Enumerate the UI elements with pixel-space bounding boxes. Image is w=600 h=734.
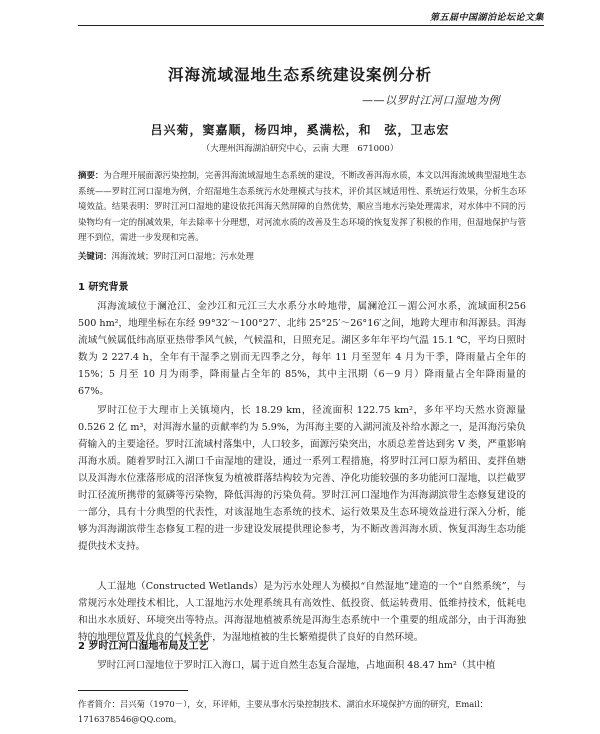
paper-subtitle: ——以罗时江河口湿地为例 xyxy=(362,94,500,107)
header-rule xyxy=(78,25,544,26)
footnote-rule xyxy=(78,690,188,691)
running-head: 第五届中国湖泊论坛论文集 xyxy=(429,13,544,23)
section-heading-2: 2 罗时江河口湿地布局及工艺 xyxy=(78,641,209,652)
paragraph-1-1: 洱海流域位于澜沧江、金沙江和元江三大水系分水岭地带，属澜沧江－湄公河水系，流域面积256 500 hm²，地理坐标在东经 99°32′～100°27′、北纬 25°25′～26°16′之间，地跨大理市和洱源县。洱海流域气候属低纬高原亚热带季风气候，气候温和，日照充足。湖区多年年平均气温 15.1 ℃，平均日照时数为 2 227.4 h，全年有干湿季之别而无四季之分，每年 11 月至翌年 4 月为干季，降雨量占全年的 15%；5 月至 10 月为雨季，降雨量占全年的 85%，其中主汛期（6－9 月）降雨量占全年降雨量的 67%。 xyxy=(78,301,526,397)
paragraph-2-1: 罗时江河口湿地位于罗时江入海口，属于近自然生态复合湿地，占地面积 48.47 hm²（其中植 xyxy=(97,660,496,671)
paragraph-1-3: 人工湿地（Constructed Wetlands）是为污水处理人为模拟“自然湿地”建造的一个“自然系统”，与常规污水处理技术相比，人工湿地污水处理系统具有高效性、低投资、低运转费用、低维持技术，低耗电和出水水质好、环境突出等特点。洱海湿地植被系统是洱海生态系统中一个重要的组成部分，由于洱海独特的地理位置及优良的气候条件，为湿地植被的生长繁殖提供了良好的自然环境。 xyxy=(78,581,526,643)
paper-title: 洱海流域湿地生态系统建设案例分析 xyxy=(167,66,432,84)
author-list: 吕兴菊，窦嘉顺，杨四坤，奚满松，和 弦，卫志宏 xyxy=(150,123,450,137)
section-heading-1: 1 研究背景 xyxy=(78,282,129,293)
author-footnote: 作者简介：吕兴菊（1970－），女，环评师，主要从事水污染控制技术、湖泊水环境保护方面的研究，Email：1716378546@QQ.com。 xyxy=(78,699,489,724)
abstract-label: 摘要： xyxy=(78,170,104,180)
keywords-label: 关键词： xyxy=(78,251,112,261)
keywords xyxy=(78,250,526,262)
abstract-text: 为合理开展面源污染控制，完善洱海流域湿地生态系统的建设，不断改善洱海水质，本文以洱海流域典型湿地生态系统——罗时江河口湿地为例，介绍湿地生态系统污水处理模式与技术，评价其区域适用性、系统运行效果，分析生态环境效益。结果表明：罗时江河口湿地的建设依托洱海天然屏障的自然优势，顺应当地水污染处理需求，对水体中不同的污染物均有一定的削减效果，年去除率十分理想，对河流水质的改善及生态环境的恢复发挥了积极的作用，但湿地保护与管理不到位，需进一步发现和完善。 xyxy=(78,170,527,243)
abstract xyxy=(78,168,526,246)
paragraph-1-2: 罗时江位于大理市上关镇境内，长 18.29 km，径流面积 122.75 km²，多年平均天然水资源量 0.526 2 亿 m³，对洱海水量的贡献率约为 5.9%，为洱海主要的入湖河流及补给水源之一，是洱海污染负荷输入的主要途径。罗时江流域村落集中，人口较多，面源污染突出，水质总差普达到劣 V 类，严重影响洱海水质。随着罗时江入湖口千亩湿地的建设，通过一系列工程措施，将罗时江河口原为稻田、麦拌鱼塘以及洱海水位涨落形成的沼泽恢复为植被群落结构较为完善、净化功能较强的多功能河口湿地，以拦截罗时江径流所携带的氮磷等污染物，降低洱海的污染负荷。罗时江河口湿地作为洱海湖滨带生态修复建设的一部分，具有十分典型的代表性，对该湿地生态系统的技术、运行效果及生态环境效益进行深入分析，能够为洱海湖滨带生态修复工程的进一步建设发展提供理论参考，为不断改善洱海水质、恢复洱海生态功能提供技术支持。 xyxy=(78,405,526,552)
affiliation: （大理州洱海湖泊研究中心，云南 大理 671000） xyxy=(201,144,399,154)
keywords-text: 洱海流域；罗时江河口湿地；污水处理 xyxy=(111,251,254,261)
